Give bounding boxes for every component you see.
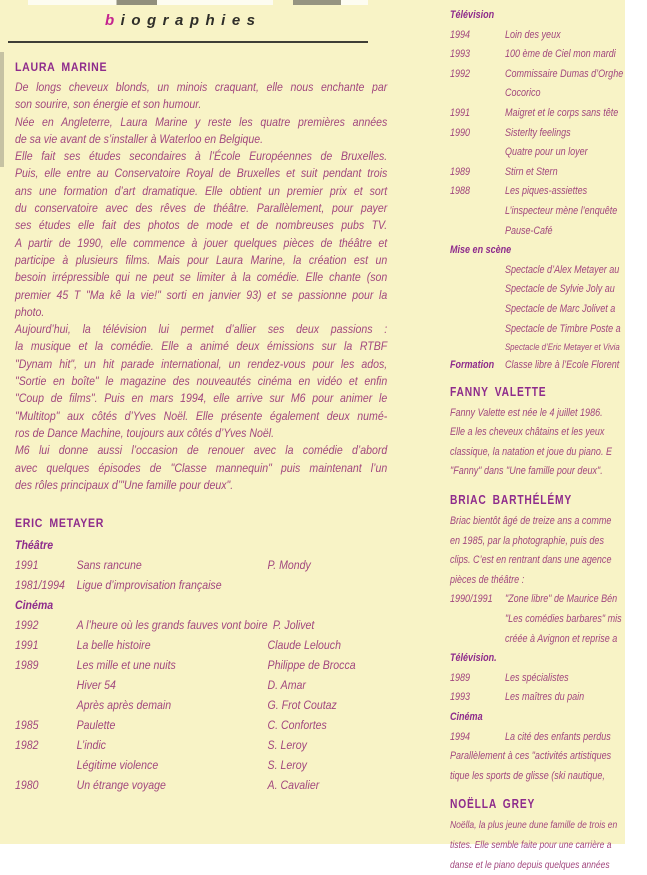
laura-biography	[15, 79, 387, 494]
credit-year: 1993	[450, 48, 471, 61]
credit-row	[450, 65, 647, 85]
credit-title: Stirn et Stern	[504, 165, 558, 178]
biography-line: premier 45 T "Ma kê la vie!" sorti en janvier 93) et se passionne pour la	[15, 287, 388, 302]
credit-title: Ligue d’improvisation française	[76, 578, 222, 593]
credit-title: A l’heure où les grands fauves vont boire	[76, 618, 268, 633]
credit-title: La belle histoire	[76, 638, 151, 653]
biography-line: ses études elle fait des photos de mode et de nombreuses pubs TV.	[15, 218, 388, 233]
biography-line: son sourire, son énergie et son humour.	[15, 97, 202, 112]
briac-television-credits	[450, 669, 647, 708]
biography-line: danse et le piano depuis quelques années	[450, 859, 610, 871]
biography-line: pièces de théâtre :	[450, 573, 525, 586]
credit-title: L’inspecteur mène l’enquête	[504, 204, 618, 217]
credit-row	[450, 26, 647, 46]
biography-line: M6 lui donne aussi l’occasion de renouer avec la comédie d’abord	[15, 443, 388, 458]
section-heading-cinema-briac: Cinéma	[450, 711, 483, 723]
credit-year: 1992	[450, 67, 471, 80]
credit-title: Sans rancune	[76, 558, 142, 573]
credit-title: Sisterlty feelings	[504, 126, 571, 139]
credit-title: Cocorico	[504, 87, 541, 100]
biography-line: "Multitop" aux côtés d’Yves Noël. Elle présente également deux numé-	[15, 408, 388, 423]
person-name-eric-metayer: ERIC METAYER	[15, 516, 105, 531]
mise-en-scene-item: Spectacle d’Eric Metayer et Vivia	[504, 342, 620, 354]
person-name-laura-marine: LAURA MARINE	[15, 60, 108, 74]
right-column	[450, 6, 647, 875]
section-heading-television-briac: Télévision.	[450, 652, 497, 665]
biography-line: Aujourd’hui, la télévision lui permet d’allier ses deux passions :	[15, 322, 388, 337]
title-rest: iographies	[120, 12, 262, 29]
biography-line: Née en Angleterre, Laura Marine y reste les quatre premières années	[15, 114, 388, 129]
biography-line: Elle fait ses études secondaires à l’École Européennes de Bruxelles.	[15, 149, 388, 164]
credit-year: 1991	[450, 106, 471, 119]
credit-row	[15, 775, 387, 795]
credit-row	[450, 669, 647, 689]
credit-row	[450, 45, 647, 65]
credit-title: L’indic	[76, 738, 106, 753]
credit-title: Maigret et le corps sans tête	[504, 106, 619, 119]
credit-title: Légitime violence	[76, 758, 159, 773]
credit-director: P. Jolivet	[272, 618, 315, 633]
credit-title: Après après demain	[76, 698, 172, 713]
briac-biography-outro	[450, 747, 647, 786]
credit-title: créée à Avignon et reprise a	[504, 632, 618, 645]
biography-line: classique, la natation et joue du piano. E	[450, 445, 612, 458]
credit-title: "Les comédies barbares" mis	[504, 613, 622, 626]
person-name-noella-grey: NOËLLA GREY	[450, 797, 536, 812]
credit-row	[450, 222, 647, 242]
credit-director: S. Leroy	[267, 738, 307, 753]
credit-row	[15, 655, 387, 675]
credit-title: 100 ème de Ciel mon mardi	[504, 48, 616, 61]
biography-line: tistes. Elle semble faite pour une carrière a	[450, 839, 612, 851]
credit-title: Les spécialistes	[504, 671, 569, 684]
credit-row	[450, 202, 647, 222]
credit-row	[15, 755, 387, 775]
mise-en-scene-item: Spectacle de Marc Jolivet a	[504, 302, 616, 315]
formation-value: Classe libre à l’Ecole Florent	[504, 359, 620, 372]
biography-line: avec quelques épisodes de "Classe mannequin" puis maintenant l’un	[15, 460, 388, 475]
noella-biography	[450, 816, 647, 875]
credit-row	[450, 84, 647, 104]
credit-year: 1981/1994	[15, 578, 65, 593]
mise-en-scene-item: Spectacle de Timbre Poste a	[504, 322, 621, 335]
credit-title: Commissaire Dumas d’Orghe	[504, 67, 624, 80]
credit-row	[15, 735, 387, 755]
credit-row	[450, 104, 647, 124]
credit-year: 1980	[15, 778, 39, 793]
credit-row	[15, 615, 387, 635]
eric-theatre-credits	[15, 555, 387, 595]
credit-title: Quatre pour un loyer	[504, 146, 588, 159]
biography-line: "Fanny" dans "Une famille pour deux".	[450, 465, 603, 478]
biography-line: Fanny Valette est née le 4 juillet 1986.	[450, 406, 603, 419]
credit-year: 1988	[450, 185, 471, 198]
credit-title: Les piques-assiettes	[504, 185, 588, 198]
section-heading-mise-en-scene: Mise en scène	[450, 244, 512, 257]
eric-cinema-credits	[15, 615, 387, 795]
credit-row	[450, 124, 647, 144]
credit-row	[450, 143, 647, 163]
biography-line: Briac bientôt âgé de treize ans a comme	[450, 515, 612, 528]
biography-line: "Sortie en boîte" le magazine des nouveautés cinéma en vidéo et enfin	[15, 374, 388, 389]
biography-line: ans une formation d’art dramatique. Elle obtient un premier prix et sort	[15, 183, 388, 198]
credit-director: P. Mondy	[267, 558, 311, 573]
credit-row	[450, 728, 647, 748]
credit-row	[15, 575, 387, 595]
credit-year: 1990	[450, 126, 471, 139]
mise-en-scene-item: Spectacle d’Alex Metayer au	[504, 263, 620, 276]
biography-line: "Coup de films". Puis en mars 1994, elle arrive sur M6 pour animer le	[15, 391, 388, 406]
credit-row	[15, 555, 387, 575]
credit-year: 1991	[15, 558, 39, 573]
credit-title: Loin des yeux	[504, 28, 561, 41]
credit-year: 1992	[15, 618, 39, 633]
credit-year: 1990/1991	[450, 593, 493, 606]
credit-title: "Zone libre" de Maurice Bén	[504, 593, 618, 606]
title-underline	[8, 41, 368, 43]
credit-title: La cité des enfants perdus	[504, 730, 611, 743]
credit-row	[450, 688, 647, 708]
biography-line: Parallèlement à ces "activités artistiques	[450, 750, 612, 763]
person-name-briac-barthelemy: BRIAC BARTHÉLÉMY	[450, 493, 573, 508]
biography-line: ros de Dance Machine, toujours aux côtés d’Yves Noël.	[15, 425, 275, 440]
credit-year: 1982	[15, 738, 39, 753]
title-initial-letter: b	[105, 12, 121, 29]
credit-row	[15, 675, 387, 695]
credit-director: Claude Lelouch	[267, 638, 341, 653]
biography-line: des rôles principaux d’"Une famille pour deux".	[15, 477, 234, 492]
credit-director: D. Amar	[267, 678, 306, 693]
biography-line: la musique et la comédie. Elle a animé deux émissions sur la RTBF	[15, 339, 388, 354]
fanny-biography	[450, 404, 647, 482]
credit-title: Paulette	[76, 718, 116, 733]
mise-en-scene-item: Spectacle de Sylvie Joly au	[504, 283, 615, 296]
credit-year: 1994	[450, 28, 471, 41]
person-name-fanny-valette: FANNY VALETTE	[450, 384, 547, 399]
biography-line: "Dynam hit", un hit parade international, un rendez-vous pour les ados,	[15, 356, 388, 371]
biography-line: besoin irrépressible qui ne peut se limiter à la comédie. Elle chante (son	[15, 270, 388, 285]
credit-director: S. Leroy	[267, 758, 307, 773]
left-column	[15, 60, 387, 795]
credit-row	[450, 182, 647, 202]
biography-line: participe à plusieurs films. Mais pour Laura Marine, la création est un	[15, 252, 388, 267]
briac-biography-intro	[450, 512, 647, 590]
credit-director: C. Confortes	[267, 718, 327, 733]
section-heading-television: Télévision	[450, 9, 495, 21]
section-heading-cinema: Cinéma	[15, 598, 54, 613]
credit-director: Philippe de Brocca	[267, 658, 356, 673]
credit-row	[450, 590, 647, 610]
biography-line: Puis, elle entre au Conservatoire Royal de Bruxelles et suit pendant trois	[15, 166, 388, 181]
credit-row	[450, 630, 647, 650]
biography-line: clips. C’est en rentrant dans une agence	[450, 554, 612, 567]
credit-row	[450, 610, 647, 630]
briac-cinema-credits	[450, 728, 647, 748]
credit-row	[15, 715, 387, 735]
scan-artifact-left-edge	[0, 52, 4, 167]
biography-line: photo.	[15, 304, 45, 319]
biography-line: A partir de 1990, elle commence à jouer quelques pièces de théâtre et	[15, 235, 388, 250]
biography-line: De longs cheveux blonds, un minois craquant, elle nous enchante par	[15, 80, 388, 94]
credit-row	[450, 163, 647, 183]
credit-title: Pause-Café	[504, 224, 553, 237]
credit-row	[15, 635, 387, 655]
credit-year: 1989	[450, 165, 471, 178]
briac-theatre-credits	[450, 590, 647, 649]
formation-label: Formation	[450, 359, 495, 372]
credit-title: Un étrange voyage	[76, 778, 166, 793]
biography-line: Noëlla, la plus jeune dune famille de trois en	[450, 820, 618, 832]
biography-line: Elle a les cheveux châtains et les yeux	[450, 426, 605, 439]
page-title	[105, 12, 262, 29]
section-heading-theatre: Théâtre	[15, 538, 54, 553]
television-credits	[450, 26, 647, 242]
biography-line: de sa vie avant de s’installer à Waterloo en Belgique.	[15, 131, 264, 146]
credit-director: A. Cavalier	[267, 778, 320, 793]
credit-year: 1989	[15, 658, 39, 673]
scan-artifact-top	[28, 0, 368, 5]
biography-line: en 1985, par la photographie, puis des	[450, 534, 604, 547]
credit-year: 1989	[450, 671, 471, 684]
credit-year: 1985	[15, 718, 39, 733]
credit-title: Hiver 54	[76, 678, 116, 693]
credit-year: 1994	[450, 730, 471, 743]
mise-en-scene-list	[450, 261, 647, 356]
credit-director: G. Frot Coutaz	[267, 698, 337, 713]
credit-title: Les mille et une nuits	[76, 658, 176, 673]
biography-line: tique les sports de glisse (ski nautique,	[450, 769, 605, 782]
biography-line: du conservatoire avec des rêves de théâtre. Parallèlement, pour payer	[15, 201, 388, 216]
credit-title: Les maîtres du pain	[504, 691, 585, 704]
credit-year: 1991	[15, 638, 39, 653]
credit-row	[15, 695, 387, 715]
formation-row	[450, 356, 647, 376]
credit-year: 1993	[450, 691, 471, 704]
